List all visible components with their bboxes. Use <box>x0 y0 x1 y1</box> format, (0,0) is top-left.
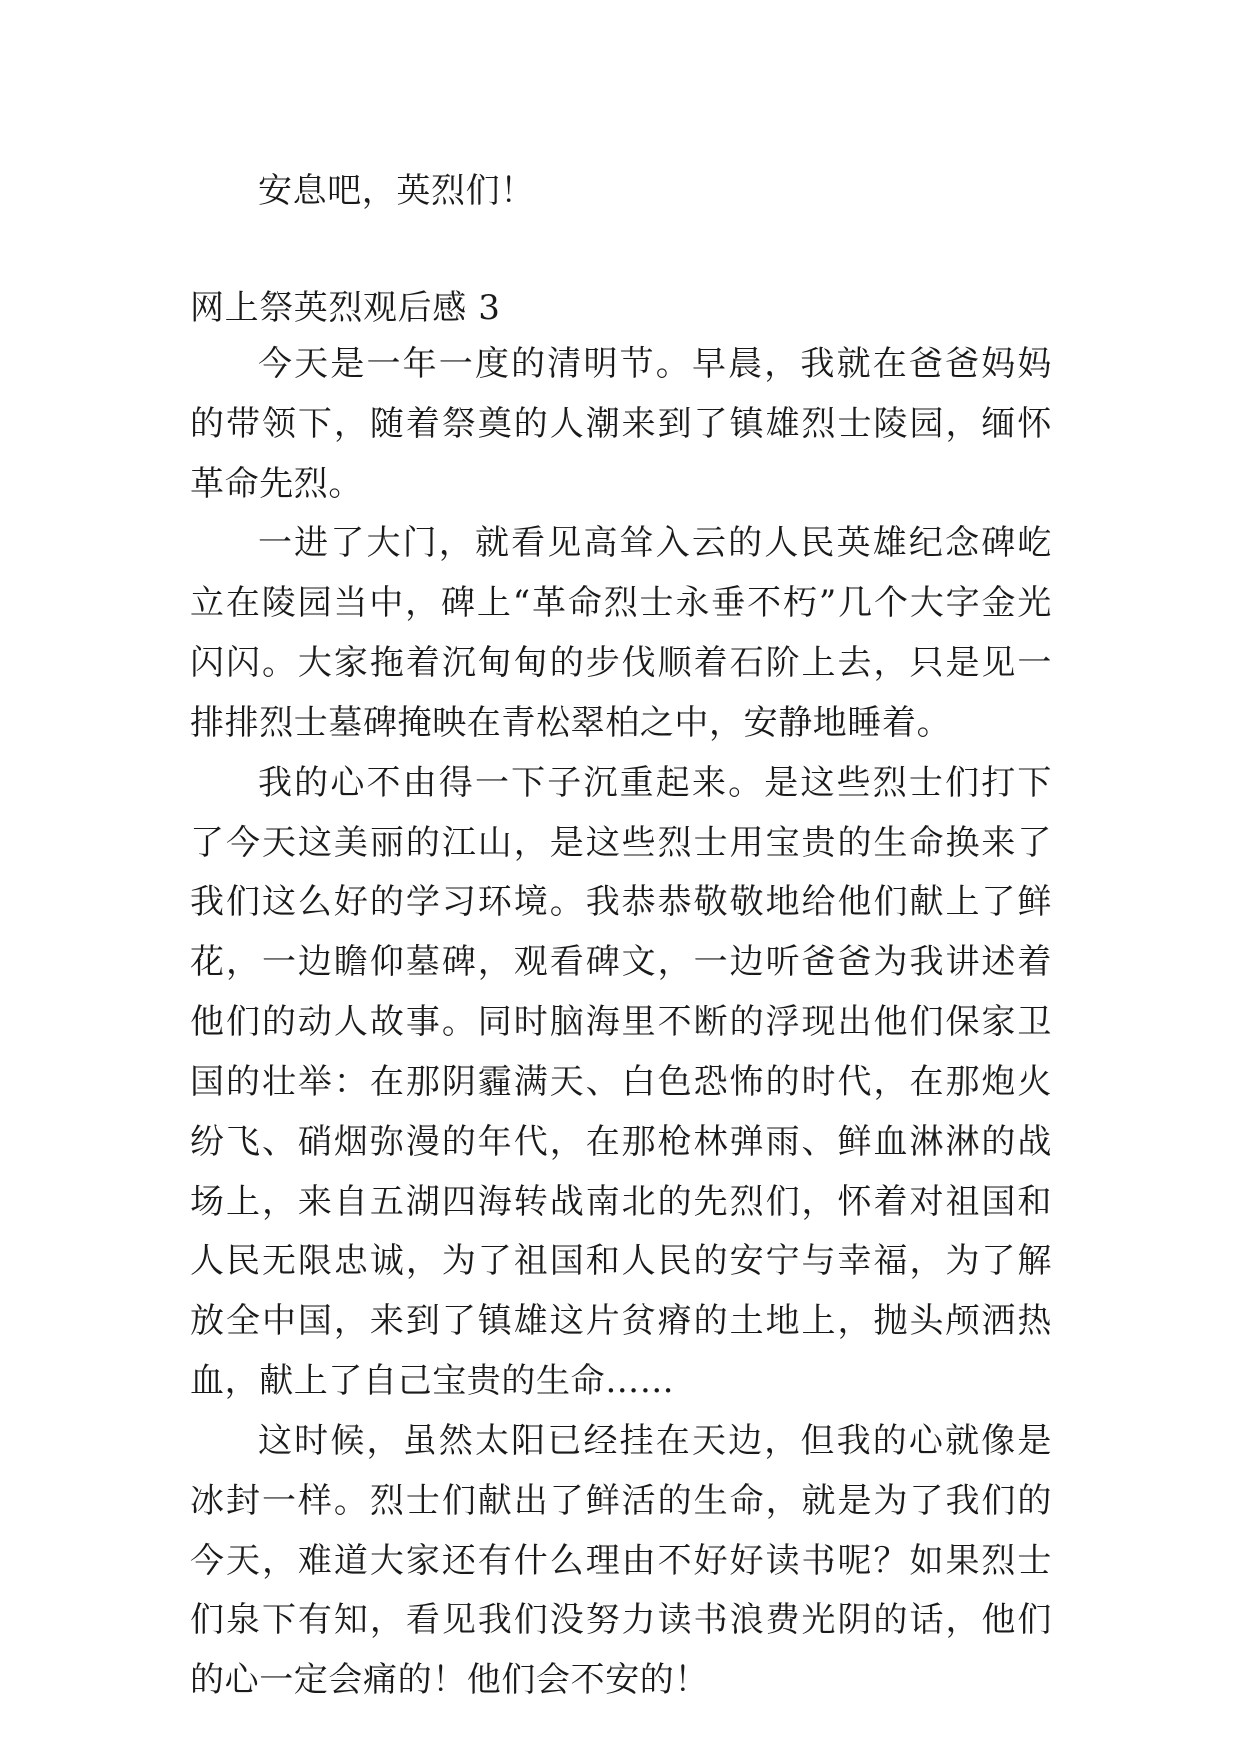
paragraph-2: 一进了大门，就看见高耸入云的人民英雄纪念碑屹立在陵园当中，碑上“革命烈士永垂不朽”几个大字金光闪闪。大家拖着沉甸甸的步伐顺着石阶上去，只是见一排排烈士墓碑掩映在青松翠柏之中，安静地睡着。 <box>190 523 1052 743</box>
paragraph-3: 我的心不由得一下子沉重起来。是这些烈士们打下了今天这美丽的江山，是这些烈士用宝贵的生命换来了我们这么好的学习环境。我恭恭敬敬地给他们献上了鲜花，一边瞻仰墓碑，观看碑文，一边听爸爸为我讲述着他们的动人故事。同时脑海里不断的浮现出他们保家卫国的壮举：在那阴霾满天、白色恐怖的时代，在那炮火纷飞、硝烟弥漫的年代，在那枪林弹雨、鲜血淋淋的战场上，来自五湖四海转战南北的先烈们，怀着对祖国和人民无限忠诚，为了祖国和人民的安宁与幸福，为了解放全中国，来到了镇雄这片贫瘠的土地上，抛头颅洒热血，献上了自己宝贵的生命…… <box>190 762 1052 1402</box>
body-text <box>190 335 1052 1711</box>
paragraph-1: 今天是一年一度的清明节。早晨，我就在爸爸妈妈的带领下，随着祭奠的人潮来到了镇雄烈士陵园，缅怀革命先烈。 <box>190 344 1052 504</box>
section-title: 网上祭英烈观后感 3 <box>190 288 501 328</box>
paragraph-4: 这时候，虽然太阳已经挂在天边，但我的心就像是冰封一样。烈士们献出了鲜活的生命，就是为了我们的今天，难道大家还有什么理由不好好读书呢？如果烈士们泉下有知，看见我们没努力读书浪费光阴的话，他们的心一定会痛的！他们会不安的！ <box>190 1420 1052 1701</box>
closing-line: 安息吧，英烈们！ <box>258 171 535 211</box>
